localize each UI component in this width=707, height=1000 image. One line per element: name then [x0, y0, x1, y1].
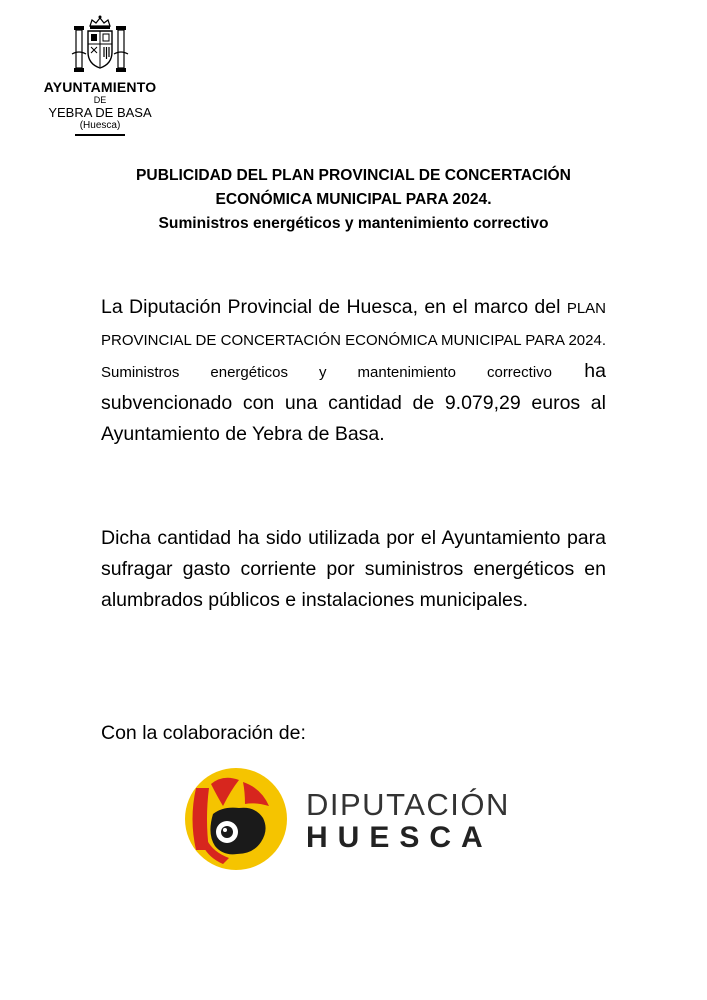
org-name-line1: AYUNTAMIENTO — [43, 79, 157, 95]
diputacion-huesca-logo-icon — [183, 766, 289, 872]
paragraph-subsidy-intro: La Diputación Provincial de Huesca, en el marco del — [101, 296, 561, 318]
letterhead-rule — [75, 134, 125, 136]
paragraph-usage: Dicha cantidad ha sido utilizada por el Ayuntamiento para sufragar gasto corriente por suministros energéticos en alumbrados públicos e instalaciones municipales. — [101, 527, 606, 611]
org-name-line2: DE — [93, 95, 107, 105]
letterhead — [22, 14, 178, 136]
collaboration-label: Con la colaboración de: — [101, 722, 306, 744]
org-name-line3: YEBRA DE BASA — [48, 105, 152, 120]
title-line1: PUBLICIDAD DEL PLAN PROVINCIAL DE CONCERTACIÓN — [136, 167, 571, 184]
sponsor-name-line2: HUESCA — [306, 821, 493, 854]
plan-name-text: PLAN PROVINCIAL DE CONCERTACIÓN ECONÓMICA MUNICIPAL PARA 2024. Suministros energéticos y mantenimiento correctivo — [101, 300, 606, 381]
document-title — [60, 164, 647, 236]
title-line3: Suministros energéticos y mantenimiento correctivo — [158, 215, 549, 232]
org-name-line4: (Huesca) — [79, 120, 121, 131]
coat-of-arms-icon — [68, 14, 132, 76]
paragraph-subsidy — [101, 292, 606, 450]
sponsor-wordmark — [306, 788, 510, 854]
title-line2: ECONÓMICA MUNICIPAL PARA 2024. — [215, 191, 492, 208]
sponsor-name-line1: DIPUTACIÓN — [306, 787, 510, 822]
paragraph-subsidy-amount: ha subvencionado con una cantidad de 9.079,29 euros al Ayuntamiento de Yebra de Basa. — [101, 360, 606, 445]
